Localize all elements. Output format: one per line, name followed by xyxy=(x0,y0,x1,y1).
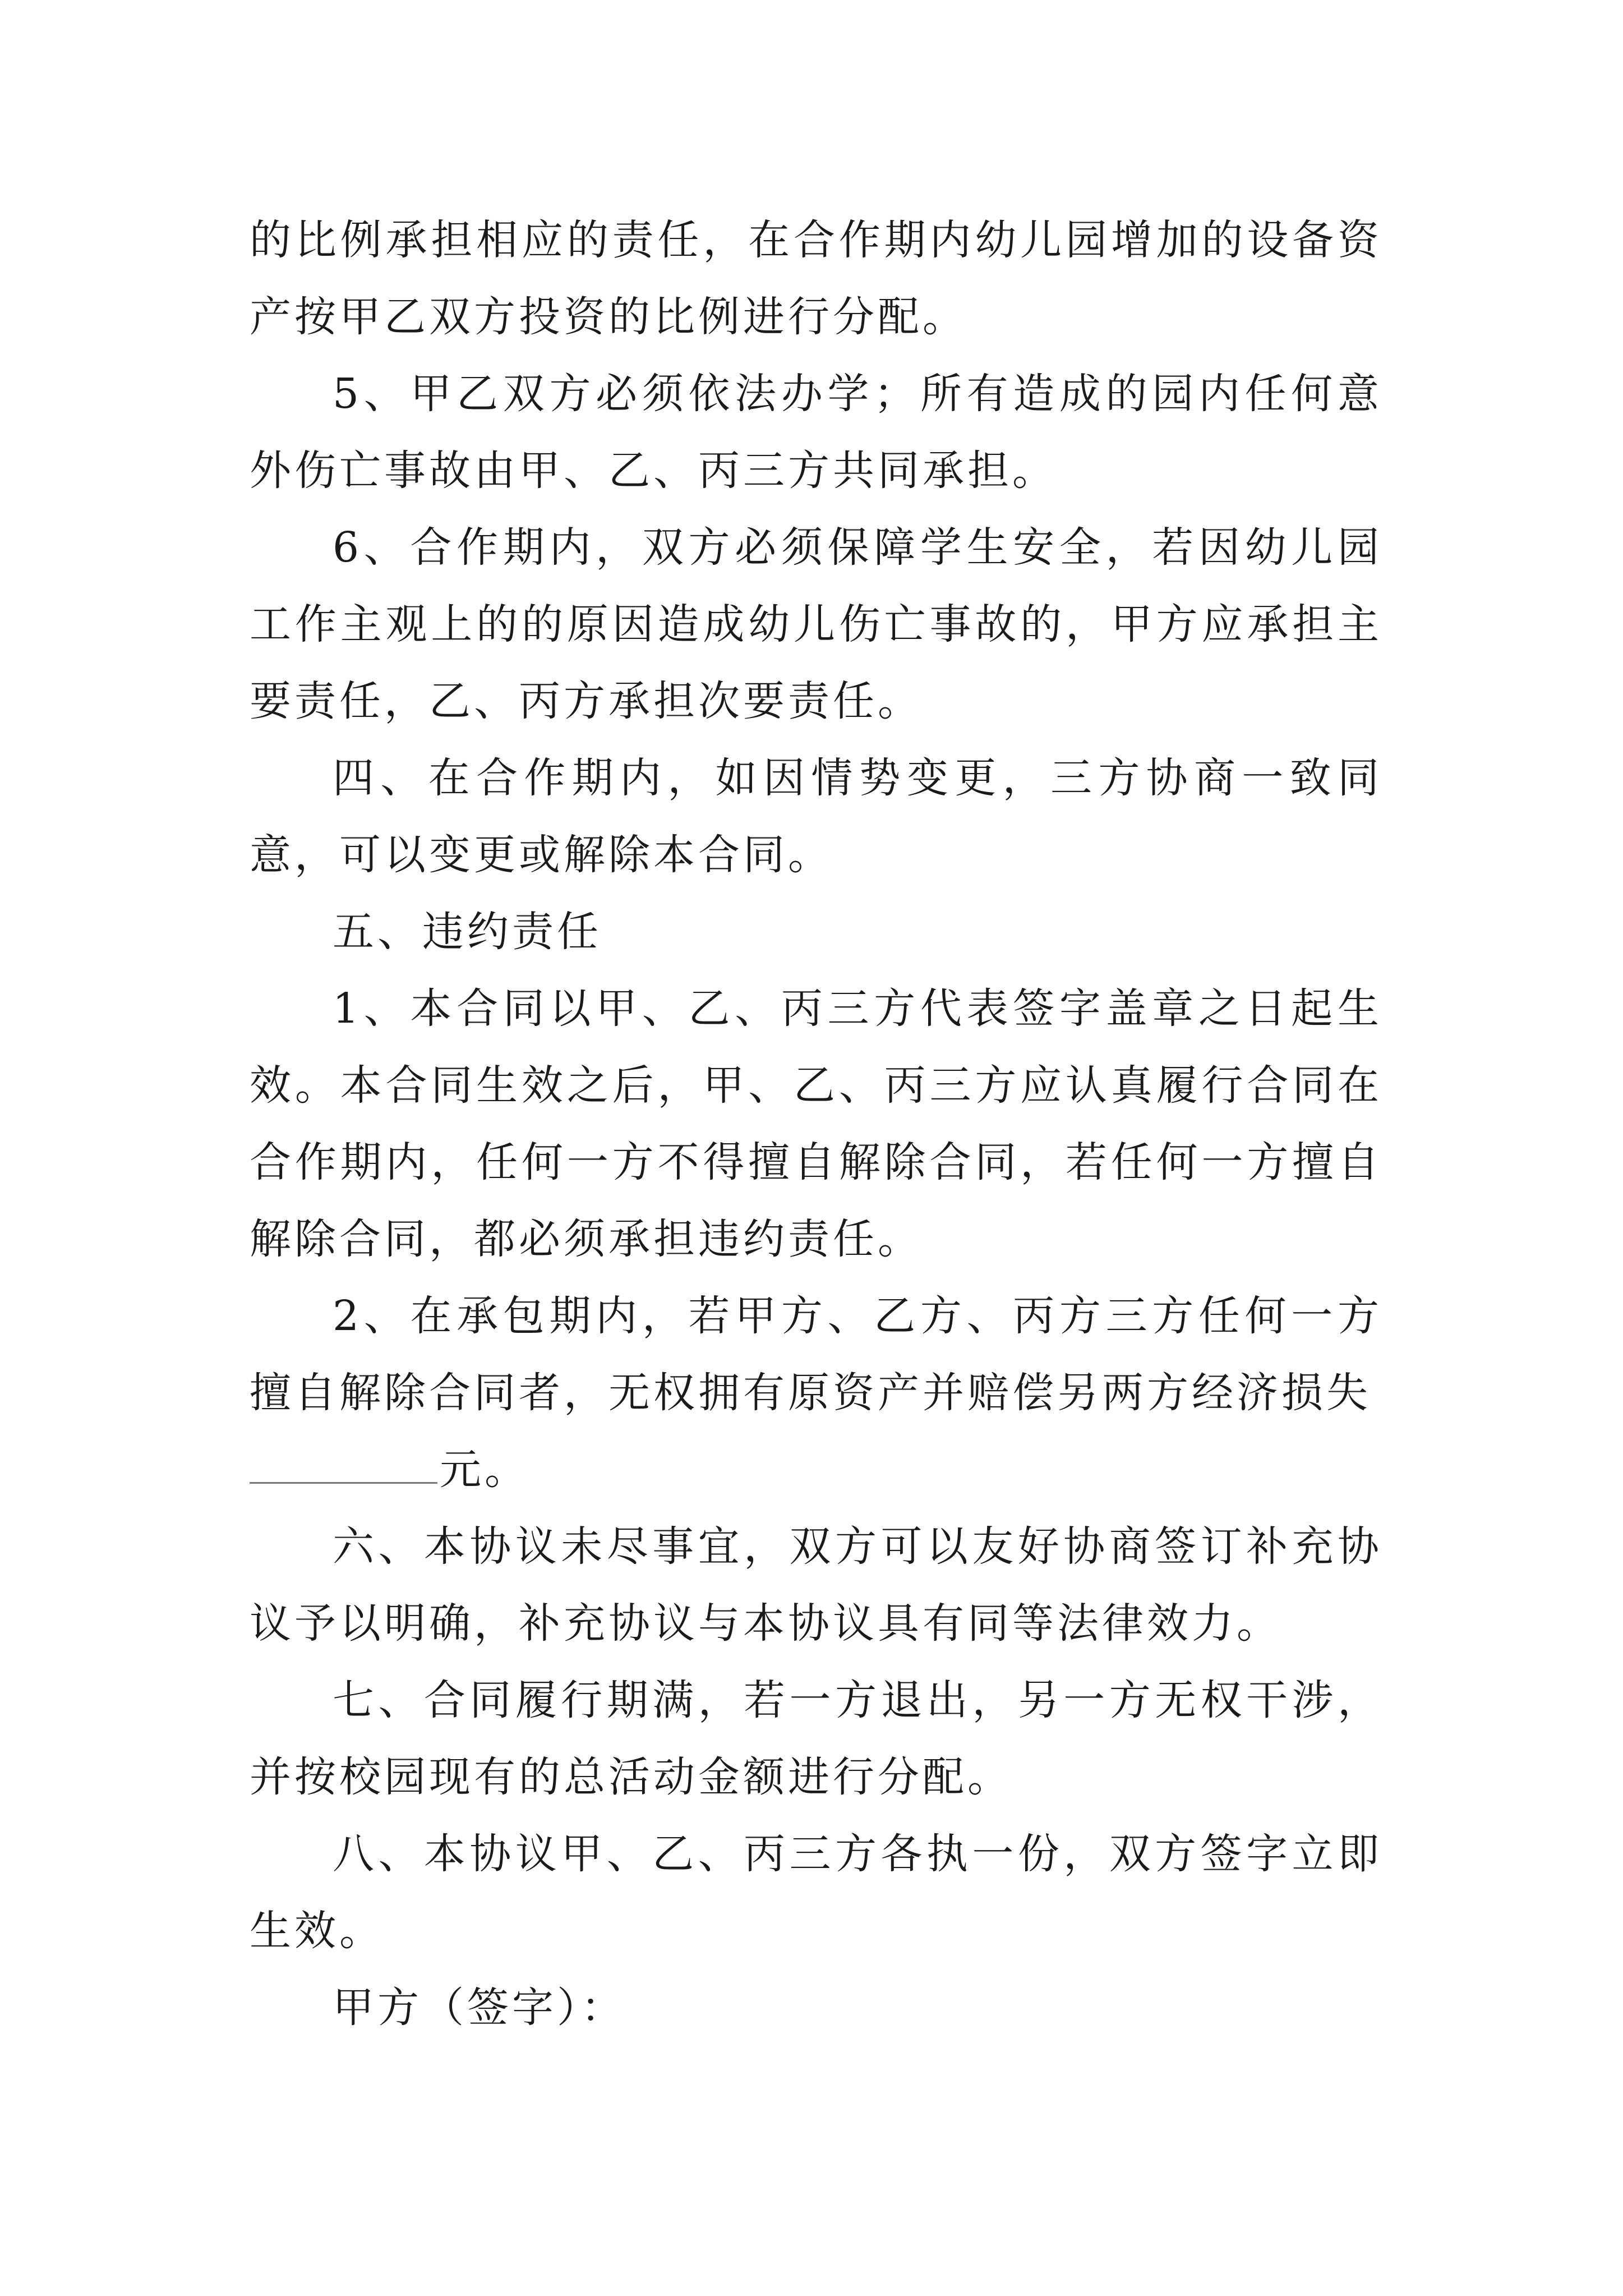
paragraph-section-8: 八、本协议甲、乙、丙三方各执一份，双方签字立即生效。 xyxy=(250,1830,1382,1955)
amount-unit: 元。 xyxy=(440,1446,529,1494)
section-heading-breach-liability: 五、违约责任 xyxy=(333,908,602,956)
paragraph-clause-6: 6、合作期内，双方必须保障学生安全，若因幼儿园工作主观上的的原因造成幼儿伤亡事故的，甲方应承担主要责任，乙、丙方承担次要责任。 xyxy=(250,523,1382,725)
paragraph-breach-clause-2: 2、在承包期内，若甲方、乙方、丙方三方任何一方擅自解除合同者，无权拥有原资产并赔偿另两方经济损失 xyxy=(250,1292,1382,1417)
paragraph-section-6: 六、本协议未尽事宜，双方可以友好协商签订补充协议予以明确，补充协议与本协议具有同等法律效力。 xyxy=(250,1522,1382,1648)
amount-blank-field[interactable] xyxy=(250,1432,437,1484)
paragraph-continuation: 的比例承担相应的责任，在合作期内幼儿园增加的设备资产按甲乙双方投资的比例进行分配。 xyxy=(250,216,1382,341)
paragraph-amount-line xyxy=(250,1432,1382,1508)
paragraph-clause-5: 5、甲乙双方必须依法办学；所有造成的园内任何意外伤亡事故由甲、乙、丙三方共同承担。 xyxy=(250,370,1382,495)
paragraph-breach-clause-1: 1、本合同以甲、乙、丙三方代表签字盖章之日起生效。本合同生效之后，甲、乙、丙三方应认真履行合同在合作期内，任何一方不得擅自解除合同，若任何一方擅自解除合同，都必须承担违约责任。 xyxy=(250,984,1382,1263)
paragraph-section-4: 四、在合作期内，如因情势变更，三方协商一致同意，可以变更或解除本合同。 xyxy=(250,754,1382,879)
signature-party-a: 甲方（签字）： xyxy=(333,1984,626,2032)
paragraph-section-7: 七、合同履行期满，若一方退出，另一方无权干涉，并按校园现有的总活动金额进行分配。 xyxy=(250,1676,1382,1801)
document-body xyxy=(250,202,1382,2046)
